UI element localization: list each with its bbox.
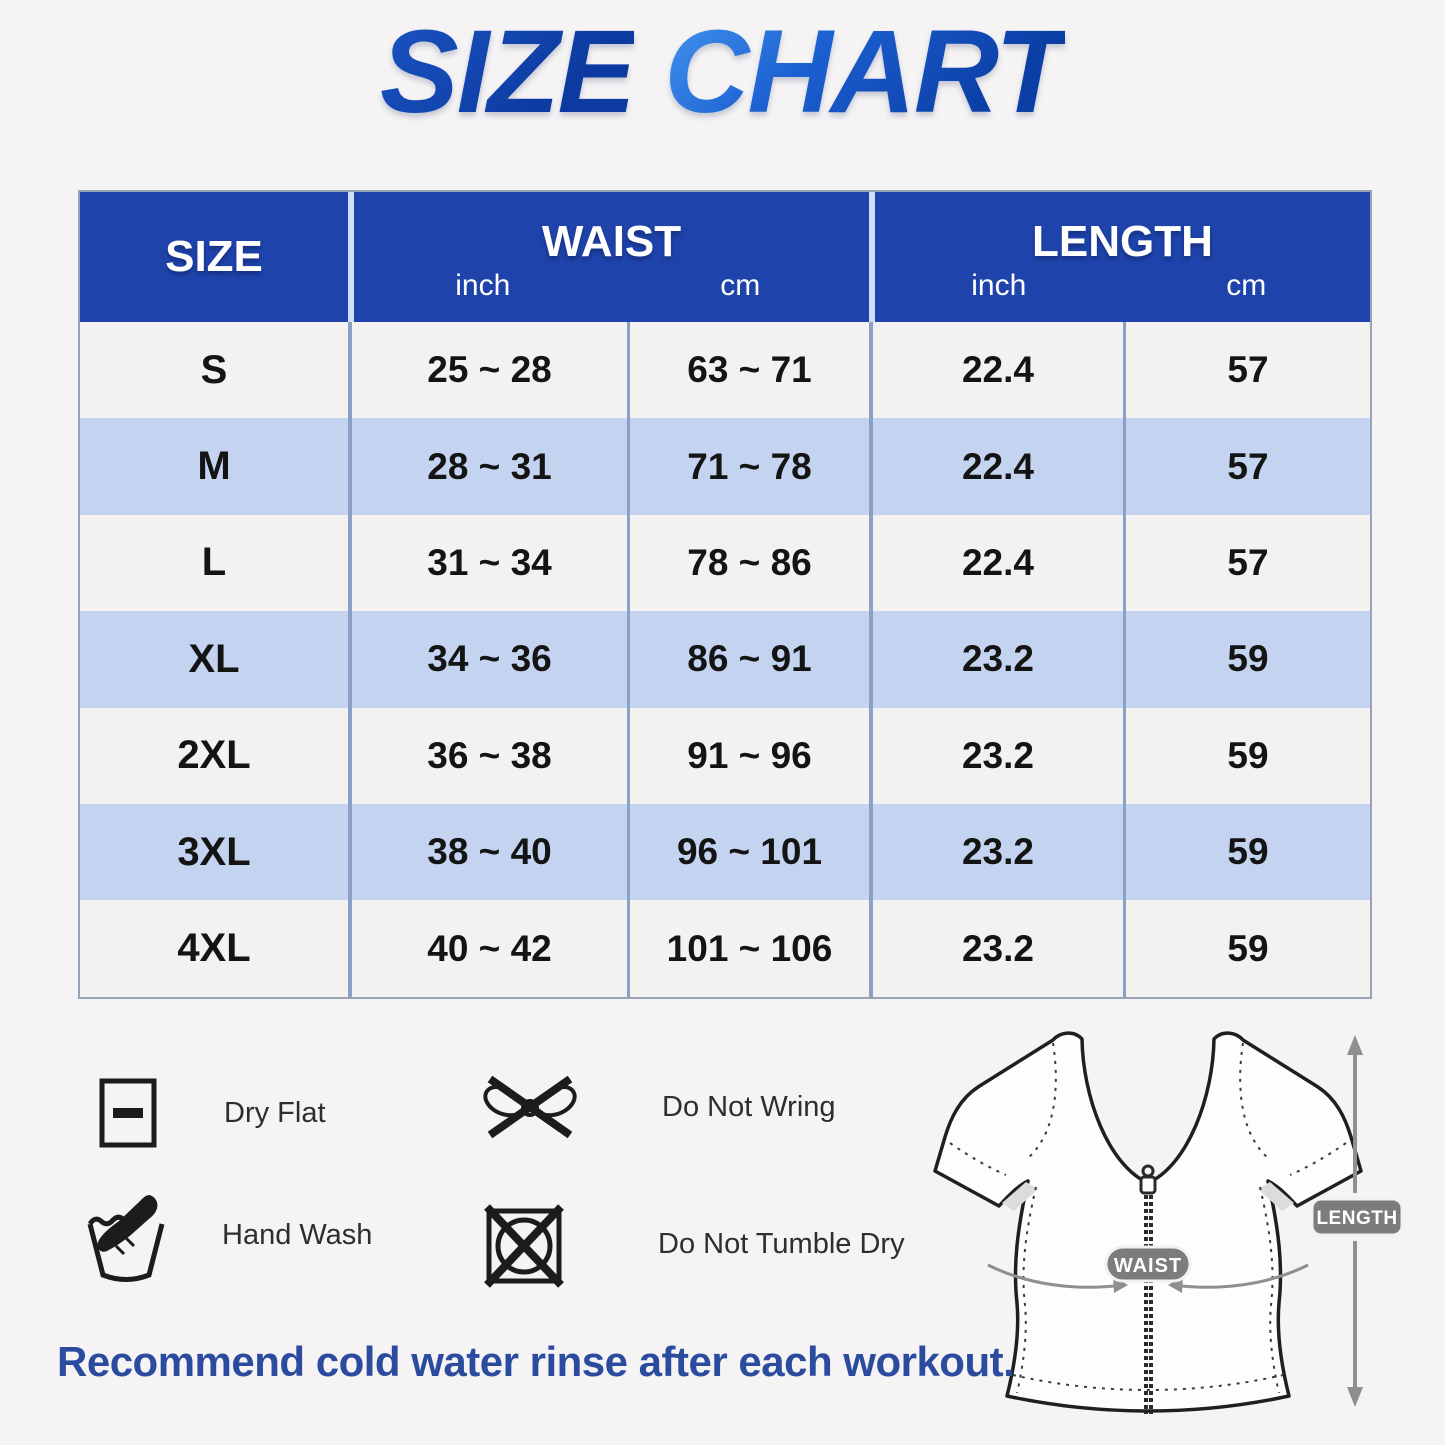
table-header bbox=[80, 192, 1370, 322]
waist-cm-cell: 86 ~ 91 bbox=[627, 611, 869, 707]
size-cell: XL bbox=[80, 611, 348, 707]
length-cm-cell: 59 bbox=[1123, 804, 1370, 900]
size-cell: L bbox=[80, 515, 348, 611]
care-item-dry-flat bbox=[98, 1077, 326, 1149]
length-cm-cell: 57 bbox=[1123, 418, 1370, 514]
waist-inch-cell: 36 ~ 38 bbox=[348, 708, 627, 804]
do-not-wring-icon bbox=[476, 1070, 584, 1144]
waist-cm-cell: 91 ~ 96 bbox=[627, 708, 869, 804]
length-inch-cell: 22.4 bbox=[869, 515, 1123, 611]
care-label: Do Not Wring bbox=[662, 1090, 836, 1123]
length-arrowhead-bottom bbox=[1347, 1387, 1363, 1407]
size-cell: 2XL bbox=[80, 708, 348, 804]
waist-cm-cell: 78 ~ 86 bbox=[627, 515, 869, 611]
waist-badge bbox=[1106, 1247, 1190, 1281]
waist-unit-cm: cm bbox=[720, 269, 761, 302]
length-header-label: LENGTH bbox=[1032, 217, 1213, 266]
size-cell: 4XL bbox=[80, 900, 348, 996]
length-inch-cell: 22.4 bbox=[869, 322, 1123, 418]
care-label: Do Not Tumble Dry bbox=[658, 1227, 905, 1260]
waist-cm-cell: 96 ~ 101 bbox=[627, 804, 869, 900]
length-cm-cell: 59 bbox=[1123, 900, 1370, 996]
length-cm-cell: 57 bbox=[1123, 515, 1370, 611]
length-inch-cell: 23.2 bbox=[869, 804, 1123, 900]
table-body bbox=[80, 322, 1370, 997]
length-inch-cell: 23.2 bbox=[869, 900, 1123, 996]
length-cm-cell: 59 bbox=[1123, 708, 1370, 804]
length-inch-cell: 22.4 bbox=[869, 418, 1123, 514]
title-word-size: SIZE bbox=[379, 6, 635, 138]
length-inch-cell: 23.2 bbox=[869, 708, 1123, 804]
waist-inch-cell: 31 ~ 34 bbox=[348, 515, 627, 611]
length-cm-cell: 57 bbox=[1123, 322, 1370, 418]
length-inch-cell: 23.2 bbox=[869, 611, 1123, 707]
waist-inch-cell: 25 ~ 28 bbox=[348, 322, 627, 418]
waist-header-label: WAIST bbox=[541, 217, 682, 266]
dry-flat-icon bbox=[98, 1077, 158, 1149]
waist-cm-cell: 63 ~ 71 bbox=[627, 322, 869, 418]
title-word-chart: CHART bbox=[664, 6, 1066, 138]
care-item-do-not-wring bbox=[476, 1070, 836, 1144]
svg-text:LENGTH: LENGTH bbox=[1316, 1208, 1398, 1229]
waist-inch-cell: 40 ~ 42 bbox=[348, 900, 627, 996]
waist-unit-inch: inch bbox=[455, 269, 511, 302]
length-cm-cell: 59 bbox=[1123, 611, 1370, 707]
page-title bbox=[0, 8, 1445, 138]
do-not-tumble-dry-icon bbox=[482, 1200, 566, 1288]
length-unit-cm: cm bbox=[1226, 269, 1267, 302]
waist-inch-cell: 38 ~ 40 bbox=[348, 804, 627, 900]
care-label: Dry Flat bbox=[224, 1096, 326, 1129]
waist-cm-cell: 71 ~ 78 bbox=[627, 418, 869, 514]
hand-wash-icon bbox=[86, 1188, 166, 1283]
col-header-length bbox=[869, 192, 1370, 322]
care-item-do-not-tumble-dry bbox=[482, 1200, 905, 1288]
size-cell: S bbox=[80, 322, 348, 418]
col-header-waist bbox=[348, 192, 869, 322]
size-cell: M bbox=[80, 418, 348, 514]
size-table bbox=[78, 190, 1372, 999]
waist-inch-cell: 34 ~ 36 bbox=[348, 611, 627, 707]
length-unit-inch: inch bbox=[971, 269, 1027, 302]
length-badge bbox=[1312, 1199, 1402, 1235]
waist-inch-cell: 28 ~ 31 bbox=[348, 418, 627, 514]
size-cell: 3XL bbox=[80, 804, 348, 900]
waist-cm-cell: 101 ~ 106 bbox=[627, 900, 869, 996]
care-item-hand-wash bbox=[86, 1188, 372, 1283]
length-arrowhead-top bbox=[1347, 1035, 1363, 1055]
col-header-size: SIZE bbox=[165, 232, 263, 281]
footer-note: Recommend cold water rinse after each workout. bbox=[57, 1338, 1015, 1385]
svg-text:WAIST: WAIST bbox=[1113, 1255, 1183, 1277]
care-label: Hand Wash bbox=[222, 1219, 373, 1251]
